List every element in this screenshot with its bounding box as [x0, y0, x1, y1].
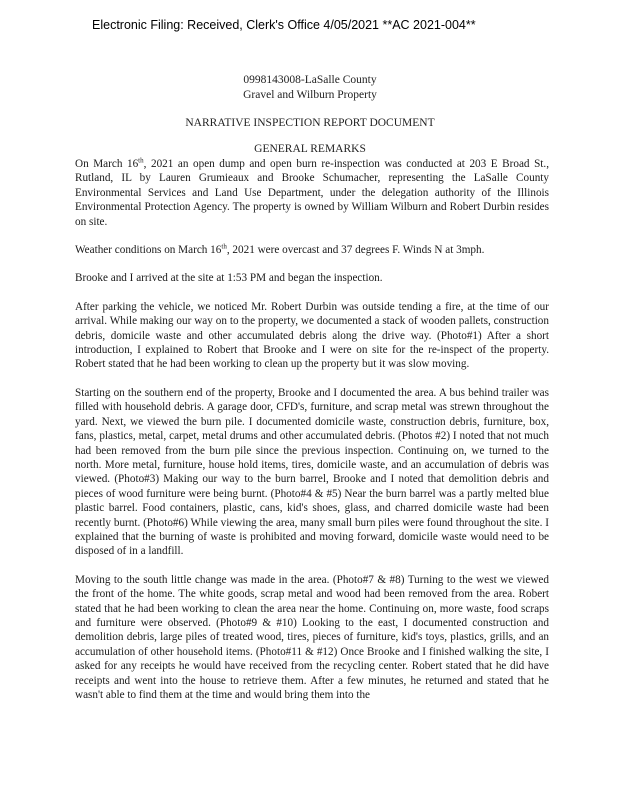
report-title: NARRATIVE INSPECTION REPORT DOCUMENT	[185, 117, 435, 129]
paragraph-arrival: Brooke and I arrived at the site at 1:53 PM and began the inspection.	[75, 272, 383, 285]
site-name: Gravel and Wilburn Property	[243, 89, 377, 101]
report-body	[75, 157, 549, 716]
site-id: 0998143008-LaSalle County	[243, 74, 377, 86]
paragraph-south-end: Starting on the southern end of the property, Brooke and I documented the area. A bus behind trailer was filled with household debris. A garage door, CFD's, furniture, and scrap metal was strewn throughout the yard. Next, we viewed the burn pile. I documented domicile waste, construction debris, furniture, box, fans, plastics, metal, carpet, metal drums and other accumulated debris. (Photos #2) I noted that not much had been removed from the burn pile since the previous inspection. Continuing on, we turned to the north. More metal, furniture, house hold items, tires, domicile waste, and an accumulation of debris was viewed. (Photo#3) Making our way to the burn barrel, Brooke and I noted that demolition debris and pieces of wood furniture were being burnt. (Photo#4 & #5) Near the burn barrel was a partly melted blue plastic barrel. Food containers, plastic, cans, kid's shoes, glass, and charred domicile waste had been recently burnt. (Photo#6) While viewing the area, many small burn piles were found throughout the site. I explained that the burning of waste is prohibited and moving forward, domicile waste would need to be disposed of in a landfill.	[75, 386, 549, 558]
filing-stamp: Electronic Filing: Received, Clerk's Office 4/05/2021 **AC 2021-004**	[92, 18, 476, 32]
paragraph-west-east: Moving to the south little change was made in the area. (Photo#7 & #8) Turning to the west we viewed the front of the home. The white goods, scrap metal and wood had been removed from the area. Robert stated that he had been working to clean the area near the home. Continuing on, more waste, food scraps and furniture were observed. (Photo#9 & #10) Looking to the east, I documented construction and demolition debris, large piles of treated wood, tires, pieces of furniture, kid's toys, plastics, grills, and an accumulation of other household items. (Photo#11 & #12) Once Brooke and I finished walking the site, I asked for any receipts he would have received from the recycling center. Robert stated that he did have receipts and went into the house to retrieve them. After a few minutes, he returned and stated that he wasn't able to find them at the time and would bring them into the	[75, 573, 549, 701]
paragraph-intro: On March 16th, 2021 an open dump and open burn re-inspection was conducted at 203 E Broad St., Rutland, IL by Lauren Grumieaux and Brooke Schumacher, representing the LaSalle County Environmental Services and Land Use Department, under the delegation authority of the Illinois Environmental Protection Agency. The property is owned by William Wilburn and Robert Durbin resides on site.	[75, 156, 549, 228]
section-title: GENERAL REMARKS	[254, 143, 366, 155]
paragraph-parking: After parking the vehicle, we noticed Mr. Robert Durbin was outside tending a fire, at the time of our arrival. While making our way on to the property, we documented a stack of wooden pallets, construction debris, domicile waste and other accumulated debris along the drive way. (Photo#1) After a short introduction, I explained to Robert that Brooke and I were on site for the re-inspect of the property. Robert stated that he had been working to clean up the property but it was slow moving.	[75, 300, 549, 371]
paragraph-weather: Weather conditions on March 16th, 2021 were overcast and 37 degrees F. Winds N at 3mph.	[75, 242, 485, 257]
